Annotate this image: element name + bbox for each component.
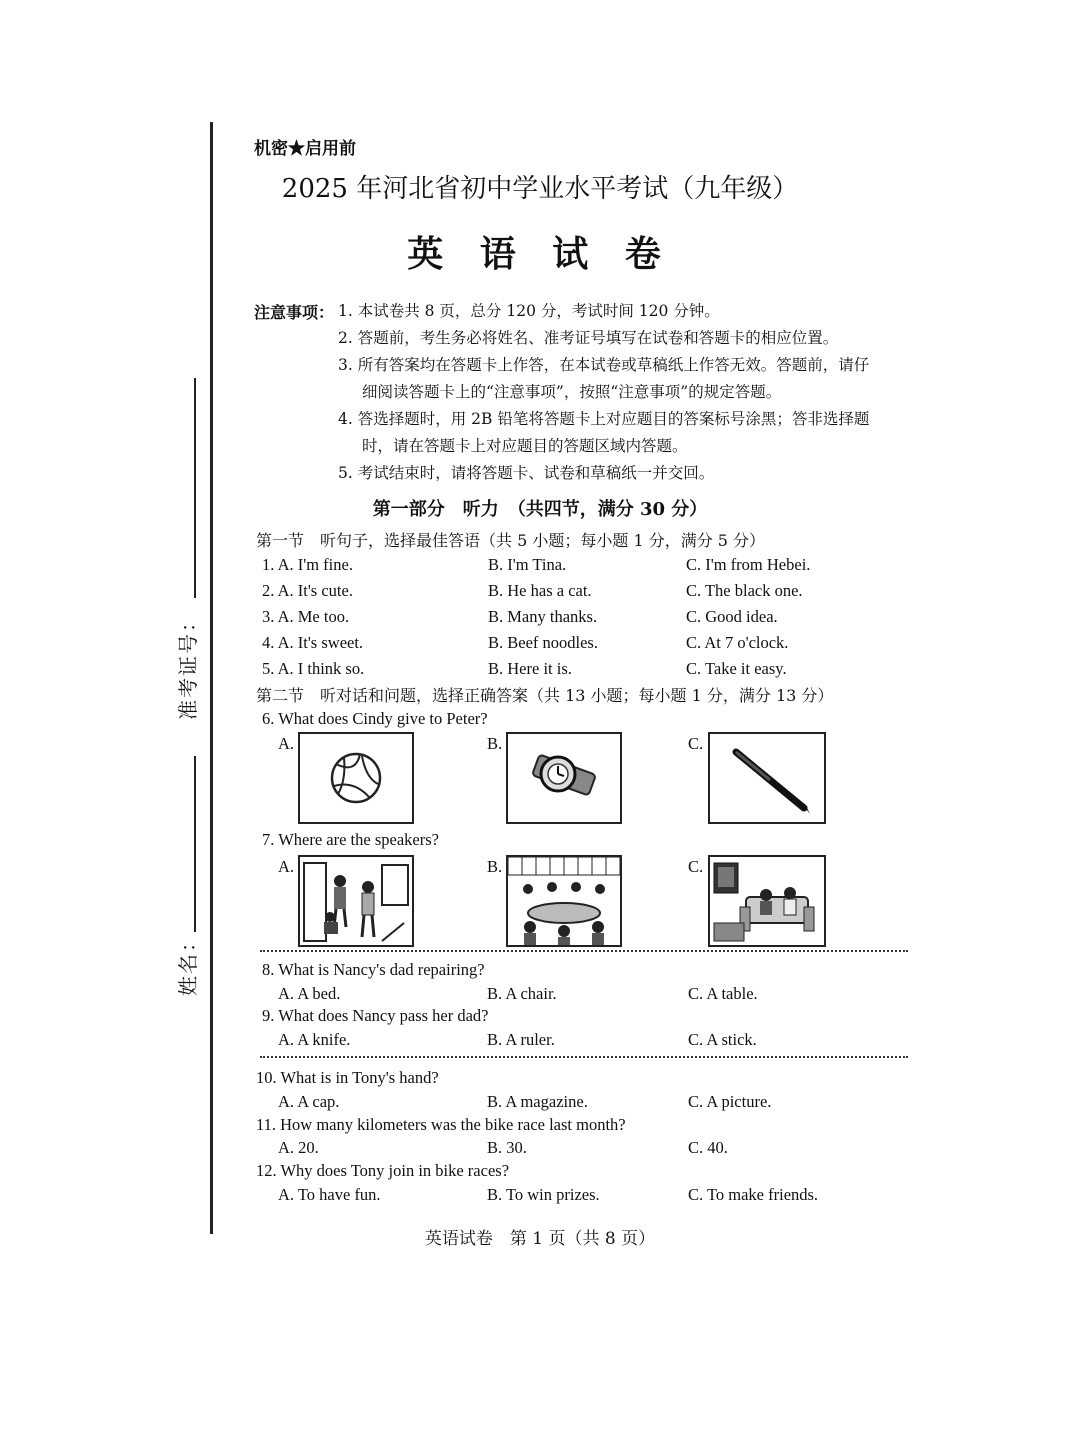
notice-item: 1. 本试卷共 8 页，总分 120 分，考试时间 120 分钟。 bbox=[338, 302, 720, 320]
volleyball-picture bbox=[298, 732, 414, 824]
section-heading: 第一节 听句子，选择最佳答语（共 5 小题；每小题 1 分，满分 5 分） bbox=[256, 531, 766, 550]
exam-id-blank bbox=[194, 378, 196, 598]
question-option: C. A picture. bbox=[688, 1092, 772, 1111]
part-title: 第一部分 听力 （共四节，满分 30 分） bbox=[372, 499, 708, 520]
question-option: C. 40. bbox=[688, 1138, 728, 1157]
option-label: B. bbox=[487, 734, 503, 753]
question-option: B. I'm Tina. bbox=[488, 555, 567, 574]
dotted-separator bbox=[260, 1056, 908, 1058]
question-option: A. A knife. bbox=[278, 1030, 351, 1049]
question-option: A. To have fun. bbox=[278, 1185, 381, 1204]
question-option: C. A table. bbox=[688, 984, 758, 1003]
watch-picture bbox=[506, 732, 622, 824]
question-option: B. Here it is. bbox=[488, 659, 572, 678]
question-stem: 9. What does Nancy pass her dad? bbox=[262, 1006, 489, 1025]
question-option: B. He has a cat. bbox=[488, 581, 592, 600]
option-label: C. bbox=[688, 734, 704, 753]
dotted-separator bbox=[260, 950, 908, 952]
exam-id-label: 准考证号： bbox=[176, 610, 200, 720]
question-option: A. A cap. bbox=[278, 1092, 340, 1111]
option-label: C. bbox=[688, 857, 704, 876]
question-option: B. A ruler. bbox=[487, 1030, 555, 1049]
dining-hall-picture bbox=[506, 855, 622, 947]
question-option: C. Take it easy. bbox=[686, 659, 787, 678]
question-option: B. A magazine. bbox=[487, 1092, 588, 1111]
paper-title: 英 语 试 卷 bbox=[407, 233, 673, 275]
question-option: B. 30. bbox=[487, 1138, 527, 1157]
confidential-mark: 机密★启用前 bbox=[254, 139, 356, 159]
dining-hall-icon bbox=[508, 857, 620, 945]
notice-item: 3. 所有答案均在答题卡上作答，在本试卷或草稿纸上作答无效。答题前，请仔 bbox=[338, 356, 870, 374]
question-stem: 7. Where are the speakers? bbox=[262, 830, 439, 849]
question-option: 4. A. It's sweet. bbox=[262, 633, 364, 652]
question-option: B. Beef noodles. bbox=[488, 633, 598, 652]
question-option: C. I'm from Hebei. bbox=[686, 555, 811, 574]
question-option: A. A bed. bbox=[278, 984, 341, 1003]
living-room-picture bbox=[708, 855, 826, 947]
question-option: 5. A. I think so. bbox=[262, 659, 365, 678]
notice-item: 4. 答选择题时，用 2B 铅笔将答题卡上对应题目的答案标号涂黑；答非选择题 bbox=[338, 410, 870, 428]
name-label: 姓名： bbox=[176, 930, 200, 996]
question-stem: 10. What is in Tony's hand? bbox=[256, 1068, 439, 1087]
pen-icon bbox=[710, 734, 824, 822]
binding-line bbox=[210, 122, 213, 1234]
question-stem: 6. What does Cindy give to Peter? bbox=[262, 709, 488, 728]
section-heading: 第二节 听对话和问题，选择正确答案（共 13 小题；每小题 1 分，满分 13 分） bbox=[256, 686, 834, 705]
question-option: B. To win prizes. bbox=[487, 1185, 600, 1204]
question-stem: 11. How many kilometers was the bike race last month? bbox=[256, 1115, 626, 1134]
notice-item: 2. 答题前，考生务必将姓名、准考证号填写在试卷和答题卡的相应位置。 bbox=[338, 329, 839, 347]
volleyball-icon bbox=[300, 734, 412, 822]
living-room-icon bbox=[710, 857, 824, 945]
question-option: C. Good idea. bbox=[686, 607, 778, 626]
option-label: A. bbox=[278, 857, 295, 876]
question-option: 2. A. It's cute. bbox=[262, 581, 353, 600]
notice-item: 时，请在答题卡上对应题目的答题区域内答题。 bbox=[362, 437, 688, 455]
question-option: B. A chair. bbox=[487, 984, 557, 1003]
notice-item: 细阅读答题卡上的“注意事项”，按照“注意事项”的规定答题。 bbox=[362, 383, 782, 401]
exam-title: 2025 年河北省初中学业水平考试（九年级） bbox=[281, 174, 799, 204]
question-option: C. A stick. bbox=[688, 1030, 757, 1049]
question-option: 3. A. Me too. bbox=[262, 607, 350, 626]
name-blank bbox=[194, 756, 196, 932]
question-option: A. 20. bbox=[278, 1138, 319, 1157]
option-label: A. bbox=[278, 734, 295, 753]
option-label: B. bbox=[487, 857, 503, 876]
classroom-cleaning-picture bbox=[298, 855, 414, 947]
question-option: C. At 7 o'clock. bbox=[686, 633, 789, 652]
question-option: B. Many thanks. bbox=[488, 607, 598, 626]
pen-picture bbox=[708, 732, 826, 824]
question-stem: 8. What is Nancy's dad repairing? bbox=[262, 960, 485, 979]
question-option: 1. A. I'm fine. bbox=[262, 555, 353, 574]
page-footer: 英语试卷 第 1 页（共 8 页） bbox=[424, 1229, 656, 1249]
question-option: C. The black one. bbox=[686, 581, 803, 600]
classroom-scene-icon bbox=[300, 857, 412, 945]
question-stem: 12. Why does Tony join in bike races? bbox=[256, 1161, 510, 1180]
notice-item: 5. 考试结束时，请将答题卡、试卷和草稿纸一并交回。 bbox=[338, 464, 715, 482]
question-option: C. To make friends. bbox=[688, 1185, 819, 1204]
notice-heading: 注意事项： bbox=[254, 303, 335, 322]
watch-icon bbox=[508, 734, 620, 822]
